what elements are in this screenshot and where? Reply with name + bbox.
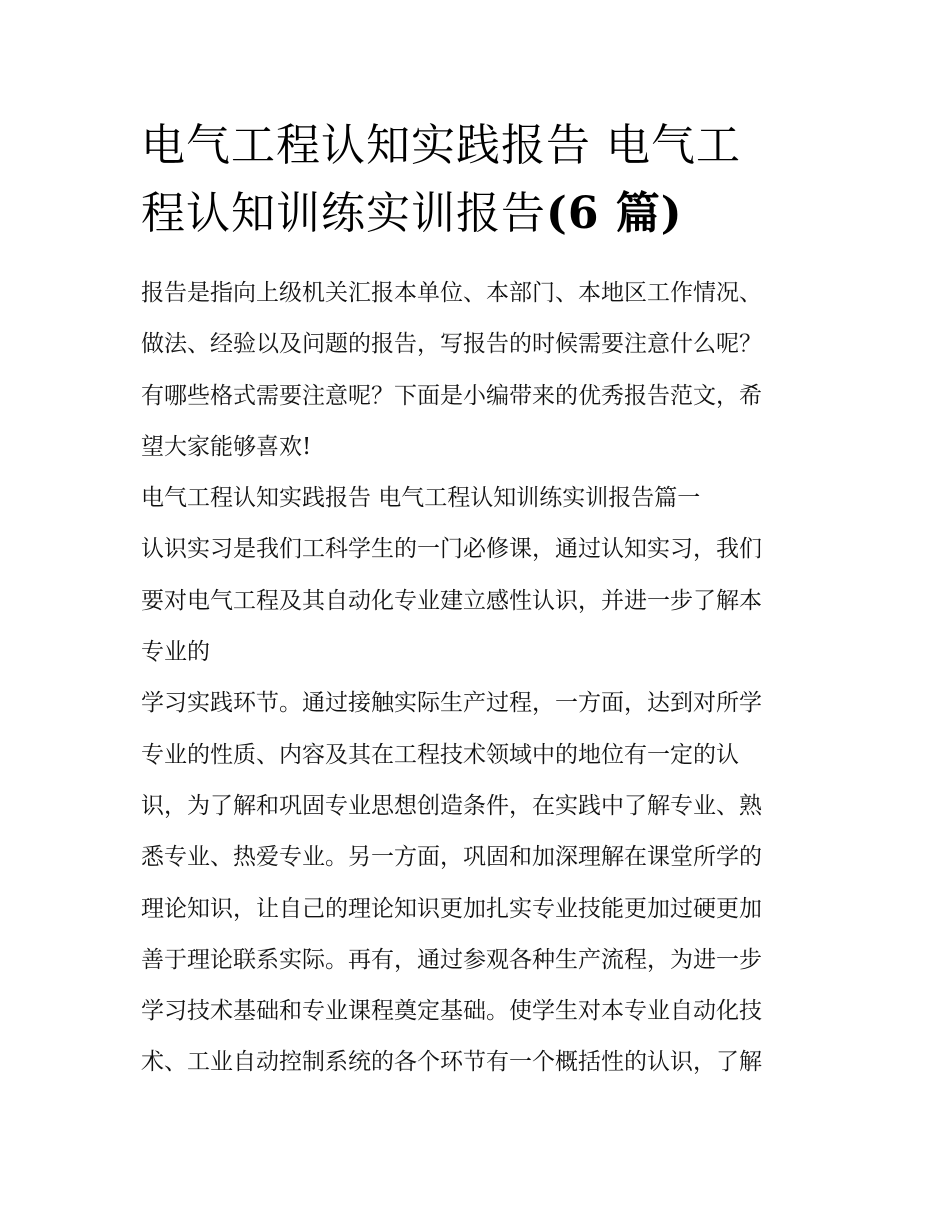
body-line-7: 要对电气工程及其自动化专业建立感性认识，并进一步了解本 [141, 587, 762, 614]
body-line-4: 望大家能够喜欢! [141, 433, 312, 460]
body-line-6: 认识实习是我们工科学生的一门必修课，通过认知实习，我们 [141, 536, 762, 563]
body-line-11: 识，为了解和巩固专业思想创造条件，在实践中了解专业、熟 [141, 792, 762, 819]
body-line-15: 学习技术基础和专业课程奠定基础。使学生对本专业自动化技 [141, 998, 762, 1025]
document-page [141, 112, 813, 1089]
body-line-9: 学习实践环节。通过接触实际生产过程，一方面，达到对所学 [141, 690, 762, 717]
body-line-2: 做法、经验以及问题的报告，写报告的时候需要注意什么呢？ [141, 331, 762, 358]
body-line-12: 悉专业、热爱专业。另一方面，巩固和加深理解在课堂所学的 [141, 844, 762, 871]
title-line-1: 电气工程认知实践报告 电气工 [141, 120, 741, 171]
body-line-8: 专业的 [141, 639, 210, 666]
title-line-2-text: 程认知训练实训报告 [141, 188, 546, 239]
body-line-1: 报告是指向上级机关汇报本单位、本部门、本地区工作情况、 [141, 280, 762, 306]
title-line-2 [141, 180, 813, 248]
body-line-16: 术、工业自动控制系统的各个环节有一个概括性的认识，了解 [141, 1049, 762, 1076]
document-body [141, 268, 813, 1089]
body-line-3: 有哪些格式需要注意呢？下面是小编带来的优秀报告范文，希 [141, 382, 762, 409]
document-title [141, 112, 813, 248]
body-line-14: 善于理论联系实际。再有，通过参观各种生产流程，为进一步 [141, 946, 762, 973]
body-line-13: 理论知识，让自己的理论知识更加扎实专业技能更加过硬更加 [141, 895, 762, 922]
title-count: (6 篇) [546, 188, 683, 239]
body-line-10: 专业的性质、内容及其在工程技术领域中的地位有一定的认 [141, 741, 739, 768]
section-heading: 电气工程认知实践报告 电气工程认知训练实训报告篇一 [141, 485, 701, 512]
